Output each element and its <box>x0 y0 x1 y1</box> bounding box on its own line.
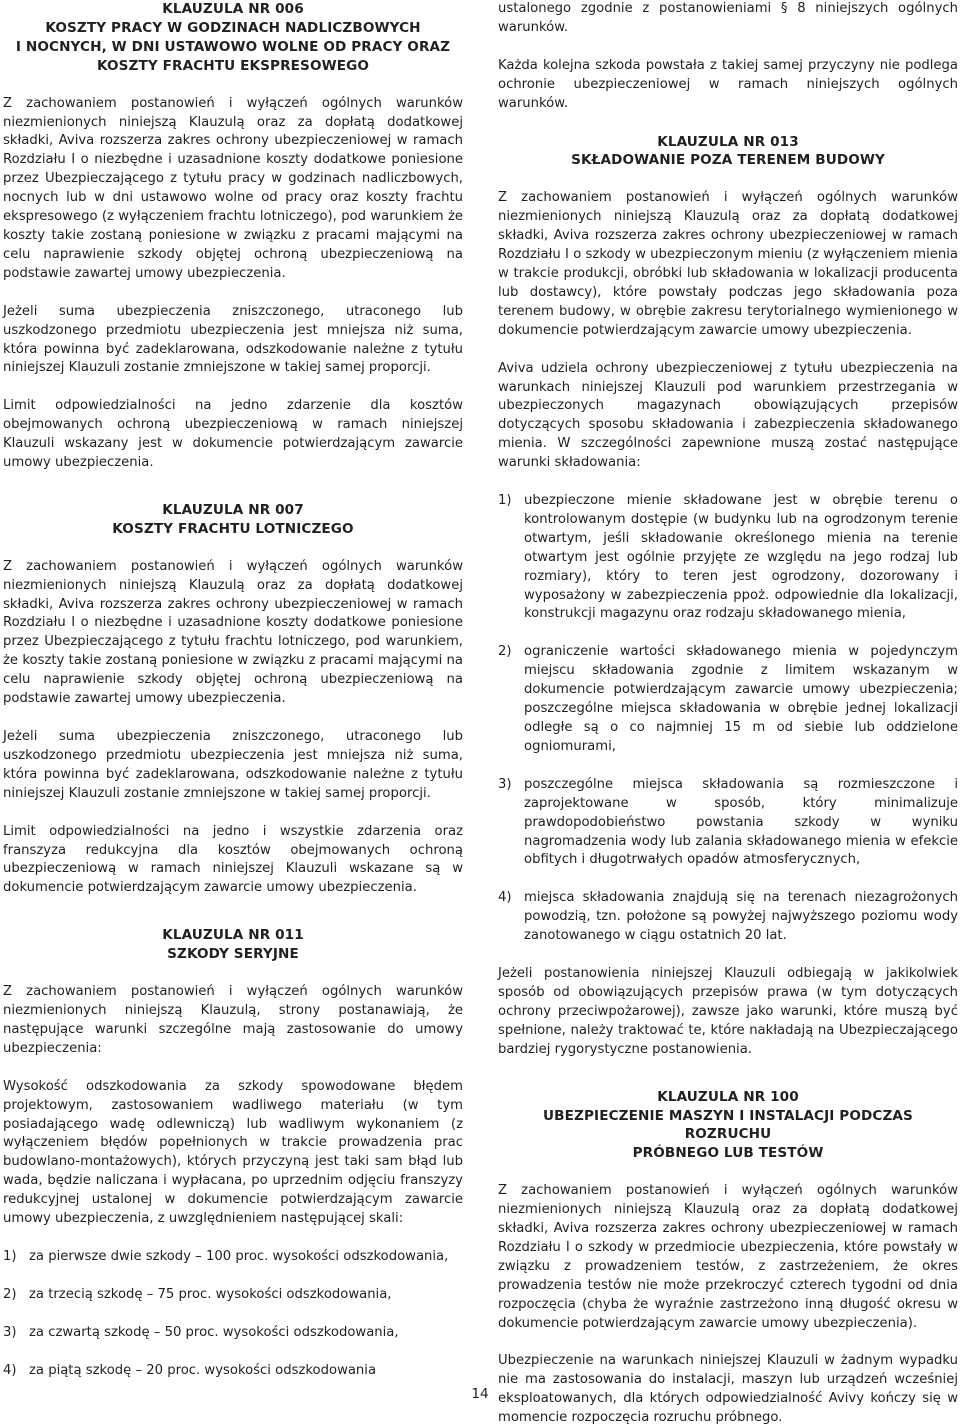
paragraph: Limit odpowiedzialności na jedno i wszystkie zdarzenia oraz franszyza redukcyjna dla kosztów obejmowanych ochroną ubezpieczeniową w ramach niniejszej Klauzuli wskazane są w dokumencie potwierdzającym zawarcie umowy ubezpieczenia. <box>3 823 463 896</box>
list-text: za piątą szkodę – 20 proc. wysokości odszkodowania <box>29 1362 377 1378</box>
list-item <box>3 1362 463 1381</box>
scale-list <box>3 1248 463 1381</box>
list-item <box>498 643 958 756</box>
title-line: KOSZTY FRACHTU EKSPRESOWEGO <box>96 57 369 74</box>
list-number: 2) <box>498 644 512 660</box>
title-line: I NOCNYCH, W DNI USTAWOWO WOLNE OD PRACY ORAZ <box>15 38 451 55</box>
list-item <box>498 776 958 871</box>
title-line: KLAUZULA NR 100 <box>657 1088 799 1105</box>
title-line: KLAUZULA NR 013 <box>657 133 799 150</box>
paragraph: Z zachowaniem postanowień i wyłączeń ogólnych warunków niezmienionych niniejszą Klauzulą oraz za dopłatą dodatkowej składki, Aviva rozszerza zakres ochrony ubezpieczeniowej w ramach Rozdziału I o niezbędne i uzasadnione koszty dodatkowe poniesione przez Ubezpieczającego z tytułu frachtu lotniczego, pod warunkiem, że koszty takie zostaną poniesione w związku z pracami mającymi na celu naprawienie szkody objętej ochroną ubezpieczeniową na podstawie zawartej umowy ubezpieczenia. <box>3 558 463 707</box>
paragraph: ustalonego zgodnie z postanowieniami § 8 niniejszych ogólnych warunków. <box>498 1 958 35</box>
paragraph: Z zachowaniem postanowień i wyłączeń ogólnych warunków niezmienionych niniejszą Klauzulą oraz za dopłatą dodatkowej składki, Aviva rozszerza zakres ochrony ubezpieczeniowej w ramach Rozdziału I o szkody w ubezpieczonym mieniu (z wyłączeniem mienia w trakcie produkcji, obróbki lub składowania w lokalizacji producenta lub dostawcy), które powstały podczas jego składowania poza terenem budowy, w obrębie zakresu terytorialnego wymienionego w dokumencie potwierdzającym zawarcie umowy ubezpieczenia. <box>498 190 958 338</box>
list-number: 3) <box>498 776 512 792</box>
title-line: SZKODY SERYJNE <box>167 946 299 963</box>
clause-007-title <box>3 501 463 539</box>
paragraph: Limit odpowiedzialności na jedno zdarzenie dla kosztów obejmowanych ochroną ubezpieczeniową w ramach niniejszej Klauzuli wskazany jest w dokumencie potwierdzającym zawarcie umowy ubezpieczenia. <box>3 398 463 471</box>
paragraph: Każda kolejna szkoda powstała z takiej samej przyczyny nie podlega ochronie ubezpieczeniowej w ramach niniejszych ogólnych warunków. <box>498 57 958 111</box>
right-column <box>498 0 958 1428</box>
list-number: 4) <box>498 890 512 906</box>
clause-011-title <box>3 926 463 964</box>
list-text: ograniczenie wartości składowanego mienia w pojedynczym miejscu składowania zgodnie z limitem wskazanym w dokumencie potwierdzającym zawarcie umowy ubezpieczenia; poszczególne miejsca składowania w obrębie jednej lokalizacji odległe są o co najmniej 15 m od siebie lub oddzielone ogniomurami, <box>524 644 958 754</box>
paragraph: Aviva udziela ochrony ubezpieczeniowej z tytułu ubezpieczenia na warunkach niniejszej Klauzuli pod warunkiem przestrzegania w ubezpieczonych magazynach obowiązujących przepisów dotyczących sposobu składowania i zabezpieczenia składowanego mienia. W szczególności zapewnione muszą zostać następujące warunki składowania: <box>498 360 958 471</box>
list-number: 1) <box>3 1248 17 1264</box>
storage-conditions-list <box>498 492 958 946</box>
list-text: za pierwsze dwie szkody – 100 proc. wysokości odszkodowania, <box>29 1248 449 1264</box>
paragraph: Z zachowaniem postanowień i wyłączeń ogólnych warunków niezmienionych niniejszą Klauzulą, strony postanawiają, że następujące warunki szczególne mają zastosowanie do umowy ubezpieczenia: <box>3 984 463 1056</box>
title-line: KOSZTY FRACHTU LOTNICZEGO <box>112 520 354 537</box>
page-number: 14 <box>471 1386 489 1402</box>
list-number: 4) <box>3 1362 17 1378</box>
list-item <box>498 492 958 624</box>
title-line: KLAUZULA NR 011 <box>162 927 304 944</box>
clause-100-title <box>498 1088 958 1164</box>
clause-006-title <box>3 0 463 76</box>
list-item <box>498 889 958 946</box>
list-item <box>3 1324 463 1343</box>
paragraph: Jeżeli suma ubezpieczenia zniszczonego, utraconego lub uszkodzonego przedmiotu ubezpieczenia jest mniejsza niż suma, która powinna być zadeklarowana, odszkodowanie należne z tytułu niniejszej Klauzuli zostanie zmniejszone w takiej samej proporcji. <box>3 729 463 801</box>
left-column <box>3 0 463 1381</box>
list-number: 2) <box>3 1286 17 1302</box>
list-text: za trzecią szkodę – 75 proc. wysokości odszkodowania, <box>29 1286 392 1302</box>
title-line: UBEZPIECZENIE MASZYN I INSTALACJI PODCZAS ROZRUCHU <box>543 1107 913 1143</box>
paragraph: Z zachowaniem postanowień i wyłączeń ogólnych warunków niezmienionych niniejszą Klauzulą oraz za dopłatą dodatkowej składki, Aviva rozszerza zakres ochrony ubezpieczeniowej w ramach Rozdziału I o niezbędne i uzasadnione koszty dodatkowe poniesione przez Ubezpieczającego z tytułu pracy w godzinach nadliczbowych, nocnych lub w dni ustawowo wolne od pracy oraz koszty frachtu ekspresowego (z wyłączeniem frachtu lotniczego), pod warunkiem że koszty takie zostaną poniesione w związku z pracami mającymi na celu naprawienie szkody objętej ochroną ubezpieczeniową na podstawie zawartej umowy ubezpieczenia. <box>3 95 463 281</box>
title-line: PRÓBNEGO LUB TESTÓW <box>632 1145 824 1162</box>
list-text: za czwartą szkodę – 50 proc. wysokości odszkodowania, <box>29 1324 399 1340</box>
list-item <box>3 1286 463 1305</box>
title-line: SKŁADOWANIE POZA TERENEM BUDOWY <box>571 152 885 169</box>
list-text: miejsca składowania znajdują się na terenach niezagrożonych powodzią, tzn. położone są powyżej najwyższego poziomu wody zanotowanego w ciągu ostatnich 20 lat. <box>524 890 958 944</box>
paragraph: Jeżeli postanowienia niniejszej Klauzuli odbiegają w jakikolwiek sposób od obowiązujących przepisów prawa (w tym dotyczących ochrony przeciwpożarowej), zawsze jako warunki, które muszą być spełnione, należy traktować te, które nakładają na Ubezpieczającego bardziej rygorystyczne postanowienia. <box>498 966 958 1057</box>
title-line: KLAUZULA NR 007 <box>162 501 304 518</box>
list-text: poszczególne miejsca składowania są rozmieszczone i zaprojektowane w sposób, który minimalizuje prawdopodobieństwo powstania szkody w wyniku nagromadzenia wody lub zalania składowanego mienia w efekcie obfitych i długotrwałych opadów atmosferycznych, <box>524 776 958 868</box>
paragraph: Wysokość odszkodowania za szkody spowodowane błędem projektowym, zastosowaniem wadliwego materiału (w tym posiadającego wadę odlewniczą) lub wadliwym wykonaniem (z wyłączeniem błędów popełnionych w trakcie prowadzenia prac budowlano-montażowych), których przyczyną jest taki sam błąd lub wada, będzie naliczana i wypłacana, po uprzednim odjęciu franszyzy redukcyjnej ustalonej w dokumencie potwierdzającym zawarcie umowy ubezpieczenia, z uwzględnieniem następującej skali: <box>3 1078 463 1227</box>
clause-013-title <box>498 133 958 171</box>
paragraph: Ubezpieczenie na warunkach niniejszej Klauzuli w żadnym wypadku nie ma zastosowania do instalacji, maszyn lub urządzeń wcześniej eksploatowanych, dla których odpowiedzialność Avivy kończy się w momencie rozpoczęcia rozruchu próbnego. <box>498 1353 958 1426</box>
paragraph: Z zachowaniem postanowień i wyłączeń ogólnych warunków niezmienionych niniejszą Klauzulą oraz za dopłatą dodatkowej składki, Aviva rozszerza zakres ochrony ubezpieczeniowej w ramach Rozdziału I o szkody w przedmiocie ubezpieczenia, które powstały w związku z prowadzeniem testów, z zastrzeżeniem, że okres prowadzenia testów nie może przekroczyć czterech tygodni od dnia rozpoczęcia (chyba że wyraźnie zastrzeżono inną długość okresu w dokumencie potwierdzającym zawarcie umowy ubezpieczenia). <box>498 1183 958 1331</box>
list-number: 3) <box>3 1324 17 1340</box>
list-item <box>3 1248 463 1267</box>
title-line: KOSZTY PRACY W GODZINACH NADLICZBOWYCH <box>45 19 421 36</box>
paragraph: Jeżeli suma ubezpieczenia zniszczonego, utraconego lub uszkodzonego przedmiotu ubezpieczenia jest mniejsza niż suma, która powinna być zadeklarowana, odszkodowanie należne z tytułu niniejszej Klauzuli zostanie zmniejszone w takiej samej proporcji. <box>3 303 463 376</box>
list-number: 1) <box>498 493 512 509</box>
title-line: KLAUZULA NR 006 <box>162 1 304 17</box>
list-text: ubezpieczone mienie składowane jest w obrębie terenu o kontrolowanym dostępie (w budynku lub na ogrodzonym terenie otwartym, jeśli składowanie określonego mienia na terenie otwartym jest ogólnie przyjęte ze względu na jego rodzaj lub rozmiary), który to teren jest ogrodzony, dozorowany i wyposażony w zabezpieczenia ppoż. odpowiednie dla lokalizacji, konstrukcji magazynu oraz rodzaju składowanego mienia, <box>524 493 958 622</box>
